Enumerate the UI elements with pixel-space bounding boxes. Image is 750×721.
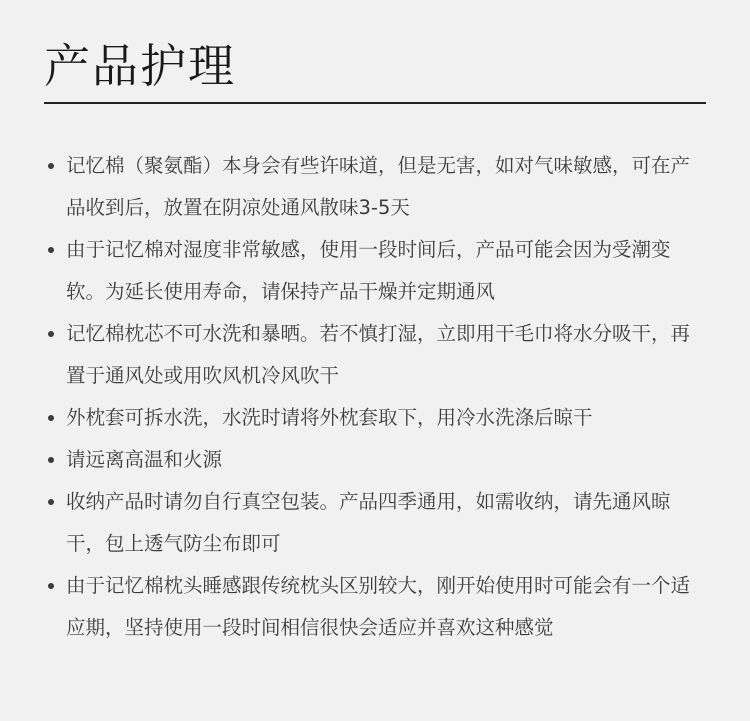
care-item-text: 由于记忆棉枕头睡感跟传统枕头区别较大，刚开始使用时可能会有一个适应期，坚持使用一段时间相信很快会适应并喜欢这种感觉 (66, 574, 691, 639)
care-item-text: 由于记忆棉对湿度非常敏感，使用一段时间后，产品可能会因为受潮变软。为延长使用寿命，请保持产品干燥并定期通风 (66, 238, 671, 303)
care-item (44, 397, 704, 439)
bullet-icon (48, 247, 54, 253)
bullet-icon (48, 499, 54, 505)
bullet-icon (48, 457, 54, 463)
care-item-text: 记忆棉枕芯不可水洗和暴晒。若不慎打湿，立即用干毛巾将水分吸干，再置于通风处或用吹风机冷风吹干 (66, 322, 691, 387)
care-item (44, 313, 704, 397)
bullet-icon (48, 331, 54, 337)
care-item-text: 收纳产品时请勿自行真空包装。产品四季通用，如需收纳，请先通风晾干，包上透气防尘布即可 (66, 490, 671, 555)
care-item-text: 请远离高温和火源 (66, 448, 223, 471)
care-item (44, 481, 704, 565)
bullet-icon (48, 415, 54, 421)
title-divider (44, 102, 706, 104)
care-item-text: 外枕套可拆水洗，水洗时请将外枕套取下，用冷水洗涤后晾干 (66, 406, 593, 429)
care-item (44, 565, 704, 649)
care-item (44, 439, 704, 481)
bullet-icon (48, 163, 54, 169)
bullet-icon (48, 583, 54, 589)
care-item (44, 145, 704, 229)
care-item-text: 记忆棉（聚氨酯）本身会有些许味道，但是无害，如对气味敏感，可在产品收到后，放置在阴凉处通风散味3-5天 (66, 154, 691, 219)
page-title: 产品护理 (44, 39, 236, 93)
care-item (44, 229, 704, 313)
care-instructions-list (44, 145, 704, 649)
